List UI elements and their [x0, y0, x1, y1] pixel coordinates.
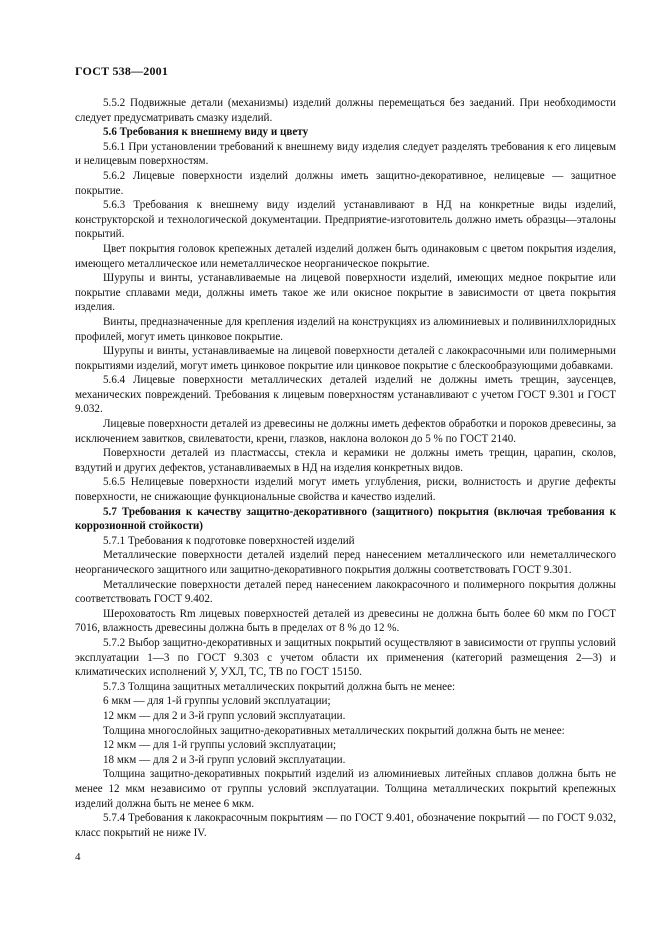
- paragraph: Лицевые поверхности деталей из древесины не должны иметь дефектов обработки и пороков древесины, за исключением завитков, свилеватости, крени, глазков, наклона волокон до 5 % по ГОСТ 2140.: [75, 418, 616, 445]
- paragraph: Толщина многослойных защитно-декоративных металлических покрытий должна быть не менее:: [103, 724, 565, 737]
- paragraph: 5.7.2 Выбор защитно-декоративных и защитных покрытий осуществляют в зависимости от группы условий эксплуатации 1—3 по ГОСТ 9.303 с учетом области их применения (категорий размещения 2—3) и климатических исполнений У, УХЛ, ТС, ТВ по ГОСТ 15150.: [75, 636, 616, 679]
- paragraph: Шурупы и винты, устанавливаемые на лицевой поверхности изделий, имеющих медное покрытие или покрытие сплавами меди, должны иметь такое же или окисное покрытие в зависимости от цвета покрытия изделия.: [75, 272, 616, 314]
- list-item: 12 мкм — для 2 и 3-й групп условий эксплуатации.: [103, 709, 346, 722]
- paragraph: Винты, предназначенные для крепления изделий на конструкциях из алюминиевых и поливинилхлоридных профилей, могут иметь цинковое покрытие.: [75, 315, 616, 343]
- paragraph: Поверхности деталей из пластмассы, стекла и керамики не должны иметь трещин, царапин, сколов, вздутий и других дефектов, устанавливаемых в НД на изделия конкретных видов.: [75, 447, 616, 474]
- paragraph: 5.7.4 Требования к лакокрасочным покрытиям — по ГОСТ 9.401, обозначение покрытий — по ГОСТ 9.032, класс покрытий не ниже IV.: [75, 812, 616, 839]
- paragraph: Шероховатость Rm лицевых поверхностей деталей из древесины не должна быть более 60 мкм по ГОСТ 7016, влажность древесины должна быть в пределах от 8 % до 12 %.: [75, 607, 616, 635]
- paragraph: 5.6.2 Лицевые поверхности изделий должны иметь защитно-декоративное, нелицевые — защитное покрытие.: [75, 169, 616, 197]
- paragraph: 5.6.4 Лицевые поверхности металлических деталей изделий не должны иметь трещин, заусенцев, механических повреждений. Требования к лицевым поверхностям устанавливают с учетом ГОСТ 9.301 и ГОСТ 9.032.: [75, 374, 616, 416]
- paragraph: 5.7.1 Требования к подготовке поверхностей изделий: [103, 534, 355, 547]
- list-item: 6 мкм — для 1-й группы условий эксплуатации;: [103, 695, 331, 708]
- paragraph: 5.6.1 При установлении требований к внешнему виду изделия следует разделять требования к его лицевым и нелицевым поверхностям.: [75, 140, 616, 168]
- paragraph: Металлические поверхности деталей изделий перед нанесением металлического или неметаллического неорганического защитного или защитно-декоративного покрытия должны соответствовать ГОСТ 9.301.: [75, 549, 616, 576]
- document-header: ГОСТ 538—2001: [75, 64, 169, 78]
- list-item: 12 мкм — для 1-й группы условий эксплуатации;: [103, 739, 337, 752]
- section-heading: 5.7 Требования к качеству защитно-декоративного (защитного) покрытия (включая требования к коррозионной стойкости): [75, 505, 616, 533]
- document-body: [75, 96, 616, 840]
- paragraph: Металлические поверхности деталей перед нанесением лакокрасочного и полимерного покрытия должны соответствовать ГОСТ 9.402.: [75, 578, 616, 606]
- paragraph: 5.6.3 Требования к внешнему виду изделий устанавливают в НД на конкретные виды изделий, конструкторской и технологической документации. Предприятие-изготовитель должно иметь образцы—эталоны покрытий.: [75, 199, 616, 241]
- list-item: 18 мкм — для 2 и 3-й групп условий эксплуатации.: [103, 753, 346, 766]
- section-heading: 5.6 Требования к внешнему виду и цвету: [103, 126, 309, 139]
- paragraph: Толщина защитно-декоративных покрытий изделий из алюминиевых литейных сплавов должна быть не менее 12 мкм независимо от группы условий эксплуатации. Толщина металлических покрытий крепежных изделий должна быть не менее 6 мкм.: [75, 768, 616, 810]
- page-number: 4: [75, 851, 81, 863]
- paragraph: Шурупы и винты, устанавливаемые на лицевой поверхности деталей с лакокрасочными или полимерными покрытиями изделий, могут иметь цинковое покрытие или цинковое покрытие с блескообразующими добавками.: [75, 345, 616, 372]
- paragraph: 5.7.3 Толщина защитных металлических покрытий должна быть не менее:: [103, 680, 456, 693]
- paragraph: Цвет покрытия головок крепежных деталей изделий должен быть одинаковым с цветом покрытия изделия, имеющего металлическое или неметаллическое неорганическое покрытие.: [75, 242, 616, 270]
- paragraph: 5.6.5 Нелицевые поверхности изделий могут иметь углубления, риски, волнистость и другие дефекты поверхности, не снижающие функциональные свойства и качество изделий.: [75, 476, 616, 504]
- paragraph: 5.5.2 Подвижные детали (механизмы) изделий должны перемещаться без заеданий. При необходимости следует предусматривать смазку изделий.: [75, 97, 616, 124]
